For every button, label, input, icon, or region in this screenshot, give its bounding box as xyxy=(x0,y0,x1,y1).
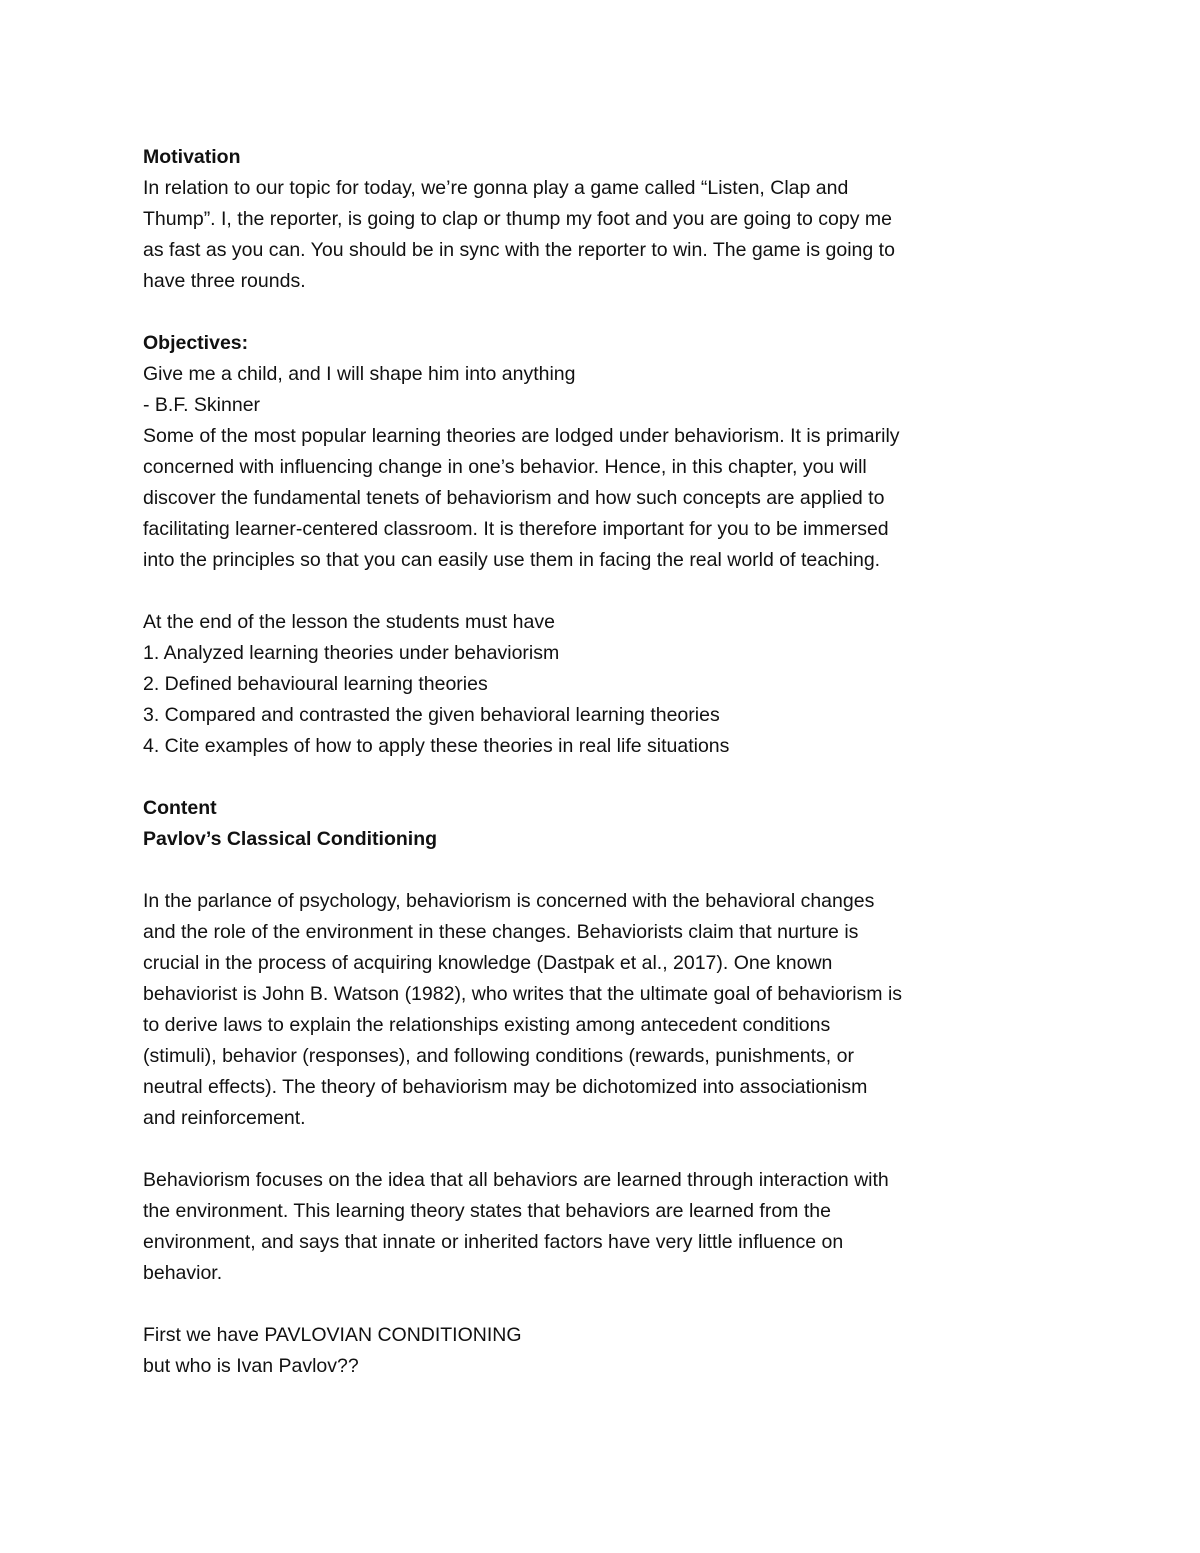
content-paragraph-line: Behaviorism focuses on the idea that all behaviors are learned through interaction with xyxy=(143,1169,889,1191)
document-page xyxy=(143,142,1073,1382)
content-paragraph-line: and the role of the environment in these changes. Behaviorists claim that nurture is xyxy=(143,921,859,943)
motivation-line: Thump”. I, the reporter, is going to clap or thump my foot and you are going to copy me xyxy=(143,208,892,230)
objective-item: 4. Cite examples of how to apply these theories in real life situations xyxy=(143,735,730,757)
closing-line: but who is Ivan Pavlov?? xyxy=(143,1355,359,1377)
content-paragraph-line: (stimuli), behavior (responses), and following conditions (rewards, punishments, or xyxy=(143,1045,854,1067)
closing-line: First we have PAVLOVIAN CONDITIONING xyxy=(143,1324,522,1346)
content-heading: Content xyxy=(143,797,217,819)
content-paragraph-line: behavior. xyxy=(143,1262,223,1284)
objectives-section xyxy=(143,328,1073,762)
objectives-intro-line: into the principles so that you can easily use them in facing the real world of teaching. xyxy=(143,549,881,571)
content-paragraph-line: neutral effects). The theory of behaviorism may be dichotomized into associationism xyxy=(143,1076,868,1098)
objectives-heading: Objectives: xyxy=(143,332,249,354)
paragraph-gap xyxy=(143,762,1073,793)
quote-author: - B.F. Skinner xyxy=(143,394,261,416)
paragraph-gap xyxy=(143,297,1073,328)
motivation-section xyxy=(143,142,1073,297)
content-paragraph-line: the environment. This learning theory states that behaviors are learned from the xyxy=(143,1200,831,1222)
objective-item: 2. Defined behavioural learning theories xyxy=(143,673,488,695)
paragraph-gap xyxy=(143,1134,1073,1165)
content-paragraph-line: environment, and says that innate or inherited factors have very little influence on xyxy=(143,1231,844,1253)
content-subheading: Pavlov’s Classical Conditioning xyxy=(143,828,438,850)
motivation-line: have three rounds. xyxy=(143,270,306,292)
objectives-list-lead: At the end of the lesson the students must have xyxy=(143,611,555,633)
objective-item: 1. Analyzed learning theories under behaviorism xyxy=(143,642,560,664)
skinner-quote: Give me a child, and I will shape him into anything xyxy=(143,363,576,385)
motivation-line: In relation to our topic for today, we’re gonna play a game called “Listen, Clap and xyxy=(143,177,849,199)
objectives-intro-line: concerned with influencing change in one’s behavior. Hence, in this chapter, you will xyxy=(143,456,867,478)
paragraph-gap xyxy=(143,1289,1073,1320)
content-paragraph-line: to derive laws to explain the relationships existing among antecedent conditions xyxy=(143,1014,831,1036)
motivation-line: as fast as you can. You should be in sync with the reporter to win. The game is going to xyxy=(143,239,895,261)
objectives-intro-line: facilitating learner-centered classroom. It is therefore important for you to be immersed xyxy=(143,518,889,540)
content-paragraph-line: and reinforcement. xyxy=(143,1107,306,1129)
objectives-intro-line: Some of the most popular learning theories are lodged under behaviorism. It is primarily xyxy=(143,425,900,447)
content-paragraph-line: In the parlance of psychology, behaviorism is concerned with the behavioral changes xyxy=(143,890,875,912)
objective-item: 3. Compared and contrasted the given behavioral learning theories xyxy=(143,704,720,726)
content-section xyxy=(143,793,1073,1382)
content-paragraph-line: crucial in the process of acquiring knowledge (Dastpak et al., 2017). One known xyxy=(143,952,833,974)
content-paragraph-line: behaviorist is John B. Watson (1982), who writes that the ultimate goal of behaviorism is xyxy=(143,983,903,1005)
paragraph-gap xyxy=(143,855,1073,886)
motivation-heading: Motivation xyxy=(143,146,241,168)
paragraph-gap xyxy=(143,576,1073,607)
objectives-intro-line: discover the fundamental tenets of behaviorism and how such concepts are applied to xyxy=(143,487,885,509)
